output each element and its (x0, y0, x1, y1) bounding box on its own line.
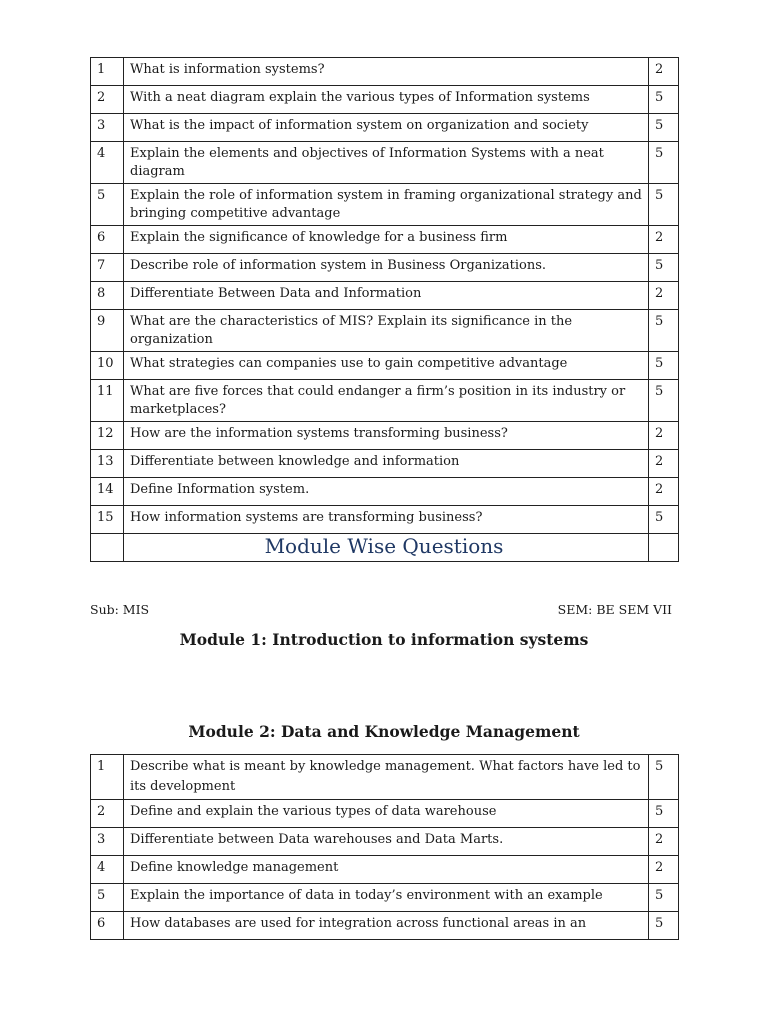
table-row (91, 755, 679, 800)
question-marks: 5 (649, 884, 679, 912)
question-marks: 2 (649, 450, 679, 478)
table-row (91, 800, 679, 828)
question-marks: 5 (649, 254, 679, 282)
table-row (91, 450, 679, 478)
question-marks: 2 (649, 828, 679, 856)
question-number: 4 (91, 142, 124, 184)
question-text: Describe role of information system in Business Organizations. (124, 254, 649, 282)
table-row (91, 506, 679, 534)
question-text: Explain the elements and objectives of Information Systems with a neat diagram (124, 142, 649, 184)
table-row (91, 912, 679, 940)
question-text: How information systems are transforming business? (124, 506, 649, 534)
table-row (91, 352, 679, 380)
question-text: What are five forces that could endanger a firm’s position in its industry or marketplaces? (124, 380, 649, 422)
question-marks: 2 (649, 226, 679, 254)
question-number: 10 (91, 352, 124, 380)
question-text: Differentiate Between Data and Information (124, 282, 649, 310)
table-row (91, 282, 679, 310)
question-marks: 5 (649, 310, 679, 352)
semester-label: SEM: BE SEM VII (557, 602, 672, 617)
question-number: 12 (91, 422, 124, 450)
question-text: What is information systems? (124, 58, 649, 86)
table-row (91, 380, 679, 422)
question-number: 5 (91, 884, 124, 912)
question-marks: 2 (649, 422, 679, 450)
question-text: How databases are used for integration across functional areas in an (124, 912, 649, 940)
question-text: Differentiate between Data warehouses and Data Marts. (124, 828, 649, 856)
module2-question-table (90, 754, 679, 940)
question-text: Define knowledge management (124, 856, 649, 884)
question-text: Explain the role of information system in framing organizational strategy and bringing competitive advantage (124, 184, 649, 226)
question-marks: 2 (649, 282, 679, 310)
question-number: 14 (91, 478, 124, 506)
question-text: Explain the significance of knowledge for a business firm (124, 226, 649, 254)
question-number: 9 (91, 310, 124, 352)
table-row (91, 422, 679, 450)
question-marks: 2 (649, 478, 679, 506)
question-text: What strategies can companies use to gain competitive advantage (124, 352, 649, 380)
table-row (91, 184, 679, 226)
table-row (91, 856, 679, 884)
question-number: 15 (91, 506, 124, 534)
question-marks: 5 (649, 352, 679, 380)
question-number: 1 (91, 755, 124, 800)
question-marks: 2 (649, 58, 679, 86)
table-row (91, 478, 679, 506)
table-row (91, 254, 679, 282)
table-row (91, 142, 679, 184)
question-marks: 5 (649, 755, 679, 800)
module1-question-table (90, 57, 679, 562)
subject-label: Sub: MIS (90, 602, 150, 617)
question-text: How are the information systems transforming business? (124, 422, 649, 450)
question-text: Define Information system. (124, 478, 649, 506)
table-row (91, 226, 679, 254)
question-number: 8 (91, 282, 124, 310)
table-row (91, 828, 679, 856)
question-number: 4 (91, 856, 124, 884)
question-number: 11 (91, 380, 124, 422)
table-row (91, 310, 679, 352)
module-2-title: Module 2: Data and Knowledge Management (188, 722, 580, 741)
question-marks: 5 (649, 184, 679, 226)
question-number: 3 (91, 114, 124, 142)
question-marks: 5 (649, 114, 679, 142)
table-row (91, 884, 679, 912)
table-row (91, 114, 679, 142)
question-text: What are the characteristics of MIS? Explain its significance in the organization (124, 310, 649, 352)
table-row (91, 86, 679, 114)
question-number: 1 (91, 58, 124, 86)
question-number: 2 (91, 86, 124, 114)
question-text: What is the impact of information system on organization and society (124, 114, 649, 142)
question-text: Define and explain the various types of data warehouse (124, 800, 649, 828)
question-text: Describe what is meant by knowledge management. What factors have led to its development (124, 755, 649, 800)
question-text: Explain the importance of data in today’s environment with an example (124, 884, 649, 912)
table-row (91, 58, 679, 86)
question-marks: 5 (649, 86, 679, 114)
question-text: Differentiate between knowledge and information (124, 450, 649, 478)
question-number: 2 (91, 800, 124, 828)
question-marks: 5 (649, 506, 679, 534)
question-marks: 2 (649, 856, 679, 884)
question-text: With a neat diagram explain the various types of Information systems (124, 86, 649, 114)
question-number: 5 (91, 184, 124, 226)
question-marks: 5 (649, 912, 679, 940)
page-title: Module Wise Questions (264, 534, 504, 558)
question-number: 13 (91, 450, 124, 478)
question-number: 6 (91, 226, 124, 254)
question-number: 3 (91, 828, 124, 856)
question-number: 6 (91, 912, 124, 940)
question-marks: 5 (649, 800, 679, 828)
question-number: 7 (91, 254, 124, 282)
question-marks: 5 (649, 142, 679, 184)
question-marks: 5 (649, 380, 679, 422)
module-1-title: Module 1: Introduction to information systems (179, 630, 589, 649)
